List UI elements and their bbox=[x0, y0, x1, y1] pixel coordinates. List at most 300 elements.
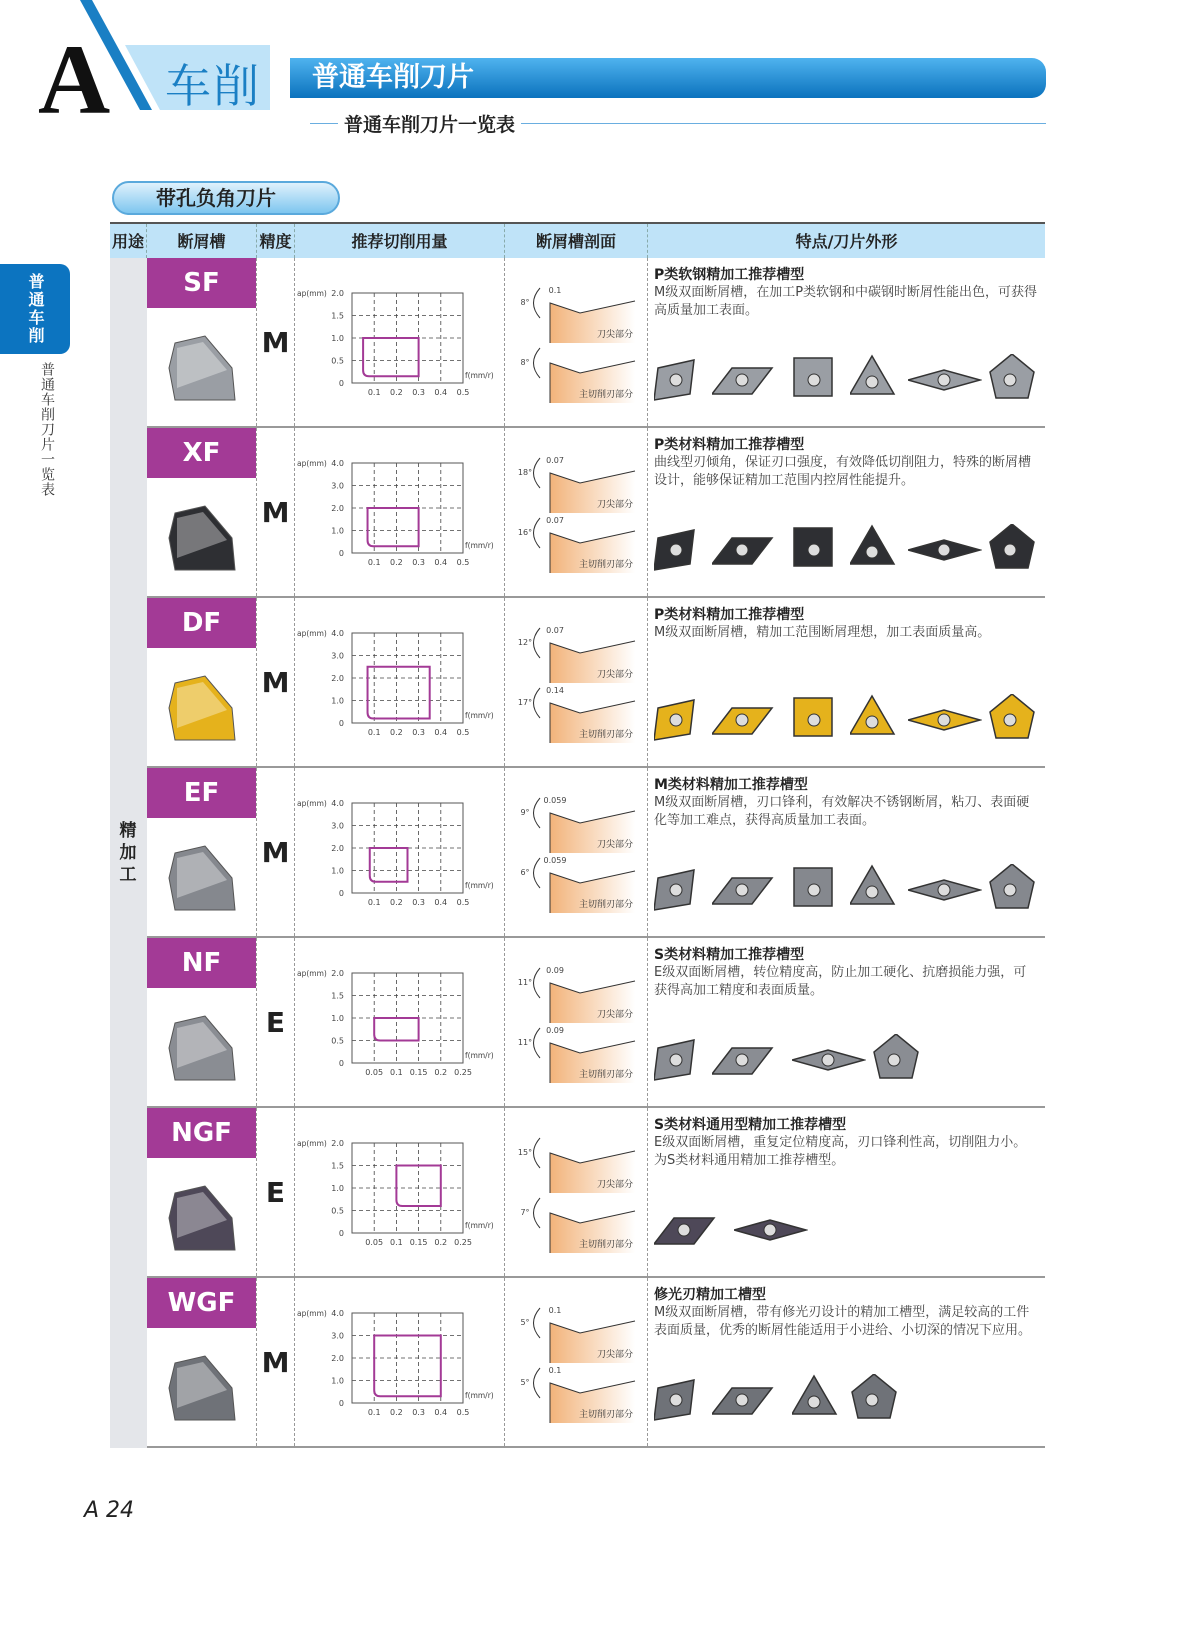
land-width: 0.09 bbox=[546, 966, 564, 975]
y-tick-label: 2.0 bbox=[331, 969, 344, 978]
y-tick-label: 0 bbox=[338, 1059, 344, 1068]
insert-hole bbox=[678, 1224, 690, 1236]
features-cell bbox=[648, 258, 1045, 426]
x-axis-label: f(mm/r) bbox=[465, 371, 494, 380]
x-tick-label: 0.25 bbox=[454, 1068, 472, 1077]
insert-hole bbox=[736, 374, 748, 386]
feature-description: M级双面断屑槽，刃口锋利，有效解决不锈钢断屑，粘刀、表面硬化等加工难点，获得高质量加工表面。 bbox=[654, 795, 1030, 828]
tip-section-label: 刀尖部分 bbox=[596, 1350, 633, 1360]
y-tick-label: 1.0 bbox=[331, 696, 344, 706]
insert-hole bbox=[1004, 884, 1016, 896]
insert-V-image bbox=[908, 694, 982, 744]
y-tick-label: 3.0 bbox=[331, 651, 344, 661]
groove-section-diagram bbox=[505, 768, 648, 936]
angle-arc bbox=[534, 1308, 541, 1338]
features-cell bbox=[648, 428, 1045, 596]
angle-arc bbox=[534, 288, 541, 318]
header-features: 特点/刀片外形 bbox=[795, 232, 898, 251]
rake-angle: 18° bbox=[517, 468, 533, 477]
insert-W-image bbox=[988, 864, 1040, 914]
rake-angle: 5° bbox=[520, 1318, 530, 1327]
insert-hole bbox=[866, 376, 878, 388]
insert-shapes bbox=[654, 1374, 902, 1424]
groove-cell bbox=[147, 598, 257, 766]
chart-svg bbox=[295, 428, 505, 598]
features-cell bbox=[648, 938, 1045, 1106]
insert-hole bbox=[670, 1054, 682, 1066]
rake-angle: 6° bbox=[520, 868, 530, 877]
chart-svg bbox=[295, 1278, 505, 1448]
y-tick-label: 0 bbox=[338, 1229, 344, 1238]
y-tick-label: 1.5 bbox=[331, 991, 344, 1001]
insert-hole bbox=[938, 374, 950, 386]
insert-closeup-image bbox=[147, 1328, 257, 1446]
y-tick-label: 0 bbox=[338, 1399, 344, 1408]
insert-V-image bbox=[908, 354, 982, 404]
groove-section-diagram bbox=[505, 1108, 648, 1276]
edge-section-label: 主切削刃部分 bbox=[578, 730, 633, 740]
x-axis-label: f(mm/r) bbox=[465, 881, 494, 890]
insert-W-image bbox=[988, 524, 1040, 574]
insert-D-image bbox=[712, 524, 786, 574]
insert-D-image bbox=[712, 694, 786, 744]
section-svg bbox=[505, 258, 648, 428]
insert-hole bbox=[808, 1396, 820, 1408]
y-axis-label: ap(mm) bbox=[297, 459, 327, 468]
land-width: 0.1 bbox=[548, 1366, 562, 1375]
x-tick-label: 0.1 bbox=[390, 1068, 403, 1077]
insert-closeup-image bbox=[147, 308, 257, 426]
insert-C-image bbox=[654, 1374, 706, 1424]
angle-arc bbox=[534, 1138, 541, 1168]
feature-title: P类软钢精加工推荐槽型 bbox=[654, 267, 805, 283]
feature-title: S类材料通用型精加工推荐槽型 bbox=[654, 1117, 847, 1133]
y-tick-label: 2.0 bbox=[331, 289, 344, 298]
header-groove: 断屑槽 bbox=[147, 224, 257, 258]
y-tick-label: 2.0 bbox=[331, 1354, 344, 1363]
cutting-range-chart bbox=[295, 598, 505, 766]
table-row bbox=[147, 598, 1045, 768]
tip-section-label: 刀尖部分 bbox=[596, 670, 633, 680]
angle-arc bbox=[534, 348, 541, 378]
insert-hole bbox=[670, 714, 682, 726]
use-finishing: 精加工 bbox=[119, 821, 137, 885]
edge-section-label: 主切削刃部分 bbox=[578, 1240, 633, 1250]
edge-section-label: 主切削刃部分 bbox=[578, 1070, 633, 1080]
groove-name: DF bbox=[147, 598, 256, 648]
y-tick-label: 1.0 bbox=[331, 1014, 344, 1023]
insert-C-image bbox=[654, 1034, 706, 1084]
insert-W-image bbox=[988, 354, 1040, 404]
x-tick-label: 0.5 bbox=[456, 728, 470, 737]
y-tick-label: 3.0 bbox=[331, 1331, 344, 1341]
insert-hole bbox=[736, 884, 748, 896]
y-axis-label: ap(mm) bbox=[297, 289, 327, 298]
angle-arc bbox=[534, 458, 541, 488]
y-axis-label: ap(mm) bbox=[297, 629, 327, 638]
x-axis-label: f(mm/r) bbox=[465, 1051, 494, 1060]
angle-arc bbox=[534, 798, 541, 828]
angle-arc bbox=[534, 1028, 541, 1058]
y-tick-label: 3.0 bbox=[331, 481, 344, 491]
table-row bbox=[147, 768, 1045, 938]
groove-cell bbox=[147, 258, 257, 426]
tip-section-label: 刀尖部分 bbox=[596, 330, 633, 340]
x-tick-label: 0.05 bbox=[365, 1238, 384, 1247]
x-axis-label: f(mm/r) bbox=[465, 541, 494, 550]
insert-hole bbox=[938, 884, 950, 896]
table-row bbox=[147, 938, 1045, 1108]
groove-section-diagram bbox=[505, 938, 648, 1106]
insert-hole bbox=[866, 886, 878, 898]
feature-title: 修光刃精加工槽型 bbox=[654, 1287, 766, 1303]
page-number: A 24 bbox=[84, 1498, 135, 1523]
insert-hole bbox=[736, 714, 748, 726]
insert-closeup-image bbox=[147, 818, 257, 936]
insert-T-image bbox=[850, 524, 902, 574]
precision-class: M bbox=[257, 258, 295, 426]
angle-arc bbox=[534, 688, 541, 718]
chart-svg bbox=[295, 598, 505, 768]
groove-section-diagram bbox=[505, 1278, 648, 1446]
rake-angle: 5° bbox=[520, 1378, 530, 1387]
section-svg bbox=[505, 1278, 648, 1448]
rake-angle: 11° bbox=[517, 978, 533, 987]
insert-hole bbox=[670, 884, 682, 896]
cutting-range-chart bbox=[295, 1108, 505, 1276]
land-width: 0.059 bbox=[543, 856, 567, 865]
precision-class: M bbox=[257, 1278, 295, 1446]
y-tick-label: 0 bbox=[338, 719, 344, 728]
recommended-range-region bbox=[363, 338, 419, 376]
insert-hole bbox=[938, 714, 950, 726]
groove-cell bbox=[147, 1108, 257, 1276]
header-use: 用途 bbox=[110, 224, 147, 258]
insert-hole bbox=[808, 884, 820, 896]
insert-hole bbox=[808, 544, 820, 556]
section-svg bbox=[505, 768, 648, 938]
page-title: 普通车削刀片 bbox=[290, 58, 1046, 98]
groove-section-diagram bbox=[505, 428, 648, 596]
insert-V-image bbox=[908, 524, 982, 574]
groove-section-diagram bbox=[505, 258, 648, 426]
chart-svg bbox=[295, 1108, 505, 1278]
rake-angle: 17° bbox=[517, 698, 533, 707]
x-tick-label: 0.4 bbox=[434, 388, 448, 397]
angle-arc bbox=[534, 968, 541, 998]
page-subtitle: 普通车削刀片一览表 bbox=[338, 110, 521, 137]
insert-T-image bbox=[792, 1374, 844, 1424]
insert-closeup-image bbox=[147, 1158, 257, 1276]
recommended-range-region bbox=[368, 508, 419, 546]
land-width: 0.1 bbox=[548, 286, 562, 295]
y-axis-label: ap(mm) bbox=[297, 799, 327, 808]
insert-shapes bbox=[654, 354, 1040, 404]
precision-class: M bbox=[257, 768, 295, 936]
insert-W-image bbox=[872, 1034, 924, 1084]
insert-hole bbox=[736, 1394, 748, 1406]
insert-D-image bbox=[712, 354, 786, 404]
section-svg bbox=[505, 428, 648, 598]
table-row bbox=[147, 428, 1045, 598]
insert-hole bbox=[808, 714, 820, 726]
insert-hole bbox=[736, 1054, 748, 1066]
section-svg bbox=[505, 938, 648, 1108]
table-header bbox=[110, 222, 1045, 258]
cutting-range-chart bbox=[295, 938, 505, 1106]
x-tick-label: 0.5 bbox=[456, 898, 470, 907]
insert-shapes bbox=[654, 864, 1040, 914]
y-tick-label: 3.0 bbox=[331, 821, 344, 831]
groove-cell bbox=[147, 1278, 257, 1446]
cutting-range-chart bbox=[295, 258, 505, 426]
edge-section-label: 主切削刃部分 bbox=[578, 390, 633, 400]
y-tick-label: 2.0 bbox=[331, 844, 344, 853]
x-tick-label: 0.5 bbox=[456, 388, 470, 397]
land-width: 0.14 bbox=[546, 686, 564, 695]
x-tick-label: 0.2 bbox=[390, 1408, 403, 1417]
table-row bbox=[147, 258, 1045, 428]
section-title: 带孔负角刀片 bbox=[112, 181, 340, 215]
precision-class: E bbox=[257, 1108, 295, 1276]
insert-V-image bbox=[792, 1034, 866, 1084]
insert-T-image bbox=[850, 864, 902, 914]
insert-hole bbox=[866, 716, 878, 728]
insert-hole bbox=[866, 1394, 878, 1406]
x-axis-label: f(mm/r) bbox=[465, 711, 494, 720]
rake-angle: 15° bbox=[517, 1148, 533, 1157]
edge-section-label: 主切削刃部分 bbox=[578, 900, 633, 910]
land-width: 0.07 bbox=[546, 626, 564, 635]
x-tick-label: 0.2 bbox=[434, 1238, 448, 1247]
insert-hole bbox=[1004, 544, 1016, 556]
insert-C-image bbox=[654, 354, 706, 404]
header-precision: 精度 bbox=[257, 224, 295, 258]
insert-hole bbox=[1004, 714, 1016, 726]
chart-svg bbox=[295, 258, 505, 428]
rake-angle: 11° bbox=[517, 1038, 533, 1047]
recommended-range-region bbox=[374, 1336, 441, 1397]
x-tick-label: 0.1 bbox=[367, 898, 381, 907]
chart-svg bbox=[295, 938, 505, 1108]
y-tick-label: 0.5 bbox=[331, 1036, 344, 1046]
y-tick-label: 1.0 bbox=[331, 1184, 344, 1193]
insert-hole bbox=[808, 374, 820, 386]
groove-name: XF bbox=[147, 428, 256, 478]
chart-svg bbox=[295, 768, 505, 938]
y-tick-label: 1.0 bbox=[331, 526, 344, 536]
table-row bbox=[147, 1278, 1045, 1448]
features-cell bbox=[648, 1108, 1045, 1276]
groove-cell bbox=[147, 938, 257, 1106]
rake-angle: 16° bbox=[517, 528, 533, 537]
insert-hole bbox=[938, 544, 950, 556]
land-width: 0.09 bbox=[546, 1026, 564, 1035]
feature-description: M级双面断屑槽，在加工P类软钢和中碳钢时断屑性能出色，可获得高质量加工表面。 bbox=[654, 285, 1038, 318]
feature-title: S类材料精加工推荐槽型 bbox=[654, 947, 805, 963]
feature-title: M类材料精加工推荐槽型 bbox=[654, 777, 808, 793]
features-cell bbox=[648, 1278, 1045, 1446]
angle-arc bbox=[534, 628, 541, 658]
insert-S-image bbox=[792, 694, 844, 744]
land-width: 0.07 bbox=[546, 456, 564, 465]
x-tick-label: 0.2 bbox=[390, 388, 403, 397]
x-tick-label: 0.1 bbox=[367, 1408, 381, 1417]
groove-name: NF bbox=[147, 938, 256, 988]
x-tick-label: 0.1 bbox=[367, 728, 381, 737]
insert-C-image bbox=[654, 864, 706, 914]
x-tick-label: 0.2 bbox=[390, 728, 403, 737]
y-tick-label: 1.5 bbox=[331, 311, 344, 321]
insert-V-image bbox=[908, 864, 982, 914]
insert-closeup-image bbox=[147, 988, 257, 1106]
feature-title: P类材料精加工推荐槽型 bbox=[654, 437, 805, 453]
edge-section-label: 主切削刃部分 bbox=[578, 560, 633, 570]
x-tick-label: 0.4 bbox=[434, 558, 448, 567]
x-tick-label: 0.5 bbox=[456, 558, 470, 567]
side-tab-turning[interactable]: 普通车削 bbox=[0, 264, 70, 354]
insert-hole bbox=[1004, 374, 1016, 386]
feature-description: E级双面断屑槽，转位精度高，防止加工硬化、抗磨损能力强，可获得高加工精度和表面质量。 bbox=[654, 965, 1027, 998]
features-cell bbox=[648, 768, 1045, 936]
precision-class: M bbox=[257, 598, 295, 766]
insert-D-image bbox=[654, 1204, 728, 1254]
x-axis-label: f(mm/r) bbox=[465, 1391, 494, 1400]
insert-S-image bbox=[792, 864, 844, 914]
category-title: 车削 bbox=[165, 59, 261, 113]
groove-name: SF bbox=[147, 258, 256, 308]
tip-section-label: 刀尖部分 bbox=[596, 1180, 633, 1190]
cutting-range-chart bbox=[295, 1278, 505, 1446]
insert-hole bbox=[822, 1054, 834, 1066]
table-row bbox=[147, 1108, 1045, 1278]
rake-angle: 7° bbox=[520, 1208, 530, 1217]
insert-D-image bbox=[712, 1374, 786, 1424]
x-tick-label: 0.4 bbox=[434, 1408, 448, 1417]
tip-section-label: 刀尖部分 bbox=[596, 500, 633, 510]
angle-arc bbox=[534, 1198, 541, 1228]
y-tick-label: 4.0 bbox=[331, 459, 344, 468]
insert-closeup-image bbox=[147, 478, 257, 596]
x-tick-label: 0.1 bbox=[390, 1238, 403, 1247]
x-tick-label: 0.3 bbox=[412, 388, 425, 397]
feature-description: M级双面断屑槽，精加工范围断屑理想，加工表面质量高。 bbox=[654, 625, 991, 640]
cutting-range-chart bbox=[295, 768, 505, 936]
tip-section-label: 刀尖部分 bbox=[596, 840, 633, 850]
x-tick-label: 0.3 bbox=[412, 728, 425, 737]
x-tick-label: 0.5 bbox=[456, 1408, 470, 1417]
insert-C-image bbox=[654, 524, 706, 574]
x-tick-label: 0.05 bbox=[365, 1068, 384, 1077]
insert-hole bbox=[888, 1054, 900, 1066]
x-tick-label: 0.1 bbox=[367, 388, 381, 397]
feature-description: M级双面断屑槽，带有修光刃设计的精加工槽型，满足较高的工件表面质量，优秀的断屑性能适用于小进给、小切深的情况下应用。 bbox=[654, 1305, 1032, 1338]
groove-section-diagram bbox=[505, 598, 648, 766]
groove-name: WGF bbox=[147, 1278, 256, 1328]
y-tick-label: 4.0 bbox=[331, 629, 344, 638]
insert-T-image bbox=[850, 694, 902, 744]
header-cutting-conditions: 推荐切削用量 bbox=[295, 224, 505, 258]
recommended-range-region bbox=[368, 667, 430, 719]
insert-T-image bbox=[850, 354, 902, 404]
edge-section-label: 主切削刃部分 bbox=[578, 1410, 633, 1420]
x-tick-label: 0.3 bbox=[412, 1408, 425, 1417]
groove-name: EF bbox=[147, 768, 256, 818]
x-tick-label: 0.2 bbox=[390, 558, 403, 567]
angle-arc bbox=[534, 1368, 541, 1398]
y-tick-label: 1.5 bbox=[331, 1161, 344, 1171]
x-tick-label: 0.3 bbox=[412, 558, 425, 567]
x-tick-label: 0.1 bbox=[367, 558, 381, 567]
chapter-letter: A bbox=[38, 24, 111, 135]
precision-class: E bbox=[257, 938, 295, 1106]
insert-hole bbox=[866, 546, 878, 558]
x-tick-label: 0.3 bbox=[412, 898, 425, 907]
insert-W-image bbox=[988, 694, 1040, 744]
y-axis-label: ap(mm) bbox=[297, 969, 327, 978]
x-tick-label: 0.4 bbox=[434, 898, 448, 907]
insert-W-image bbox=[850, 1374, 902, 1424]
angle-arc bbox=[534, 518, 541, 548]
rake-angle: 9° bbox=[520, 808, 530, 817]
x-tick-label: 0.15 bbox=[409, 1068, 428, 1077]
groove-name: NGF bbox=[147, 1108, 256, 1158]
x-tick-label: 0.25 bbox=[454, 1238, 472, 1247]
insert-closeup-image bbox=[147, 648, 257, 766]
y-tick-label: 0 bbox=[338, 889, 344, 898]
x-tick-label: 0.4 bbox=[434, 728, 448, 737]
rake-angle: 8° bbox=[520, 358, 530, 367]
insert-S-image bbox=[792, 354, 844, 404]
section-svg bbox=[505, 1108, 648, 1278]
y-tick-label: 4.0 bbox=[331, 799, 344, 808]
insert-hole bbox=[736, 544, 748, 556]
feature-description: E级双面断屑槽，重复定位精度高，刃口锋利性高，切削阻力小。为S类材料通用精加工推荐槽型。 bbox=[654, 1135, 1027, 1168]
insert-D-image bbox=[712, 1034, 786, 1084]
y-tick-label: 1.0 bbox=[331, 1376, 344, 1386]
y-tick-label: 0 bbox=[338, 549, 344, 558]
features-cell bbox=[648, 598, 1045, 766]
y-tick-label: 2.0 bbox=[331, 674, 344, 683]
y-tick-label: 1.0 bbox=[331, 334, 344, 343]
y-tick-label: 0.5 bbox=[331, 1206, 344, 1216]
y-tick-label: 2.0 bbox=[331, 1139, 344, 1148]
insert-hole bbox=[764, 1224, 776, 1236]
land-width: 0.07 bbox=[546, 516, 564, 525]
x-tick-label: 0.2 bbox=[390, 898, 403, 907]
insert-shapes bbox=[654, 694, 1040, 744]
y-tick-label: 0 bbox=[338, 379, 344, 388]
y-tick-label: 2.0 bbox=[331, 504, 344, 513]
insert-shapes bbox=[654, 524, 1040, 574]
cutting-range-chart bbox=[295, 428, 505, 596]
rake-angle: 12° bbox=[517, 638, 533, 647]
groove-cell bbox=[147, 428, 257, 596]
insert-table bbox=[110, 222, 1045, 258]
feature-description: 曲线型刃倾角，保证刃口强度，有效降低切削阻力，特殊的断屑槽设计，能够保证精加工范围内控屑性能提升。 bbox=[654, 455, 1032, 488]
insert-S-image bbox=[792, 524, 844, 574]
insert-hole bbox=[670, 1394, 682, 1406]
insert-hole bbox=[670, 374, 682, 386]
rake-angle: 8° bbox=[520, 298, 530, 307]
insert-V-image bbox=[734, 1204, 808, 1254]
y-axis-label: ap(mm) bbox=[297, 1139, 327, 1148]
y-tick-label: 0.5 bbox=[331, 356, 344, 366]
precision-class: M bbox=[257, 428, 295, 596]
tip-section-label: 刀尖部分 bbox=[596, 1010, 633, 1020]
recommended-range-region bbox=[370, 848, 408, 882]
angle-arc bbox=[534, 858, 541, 888]
